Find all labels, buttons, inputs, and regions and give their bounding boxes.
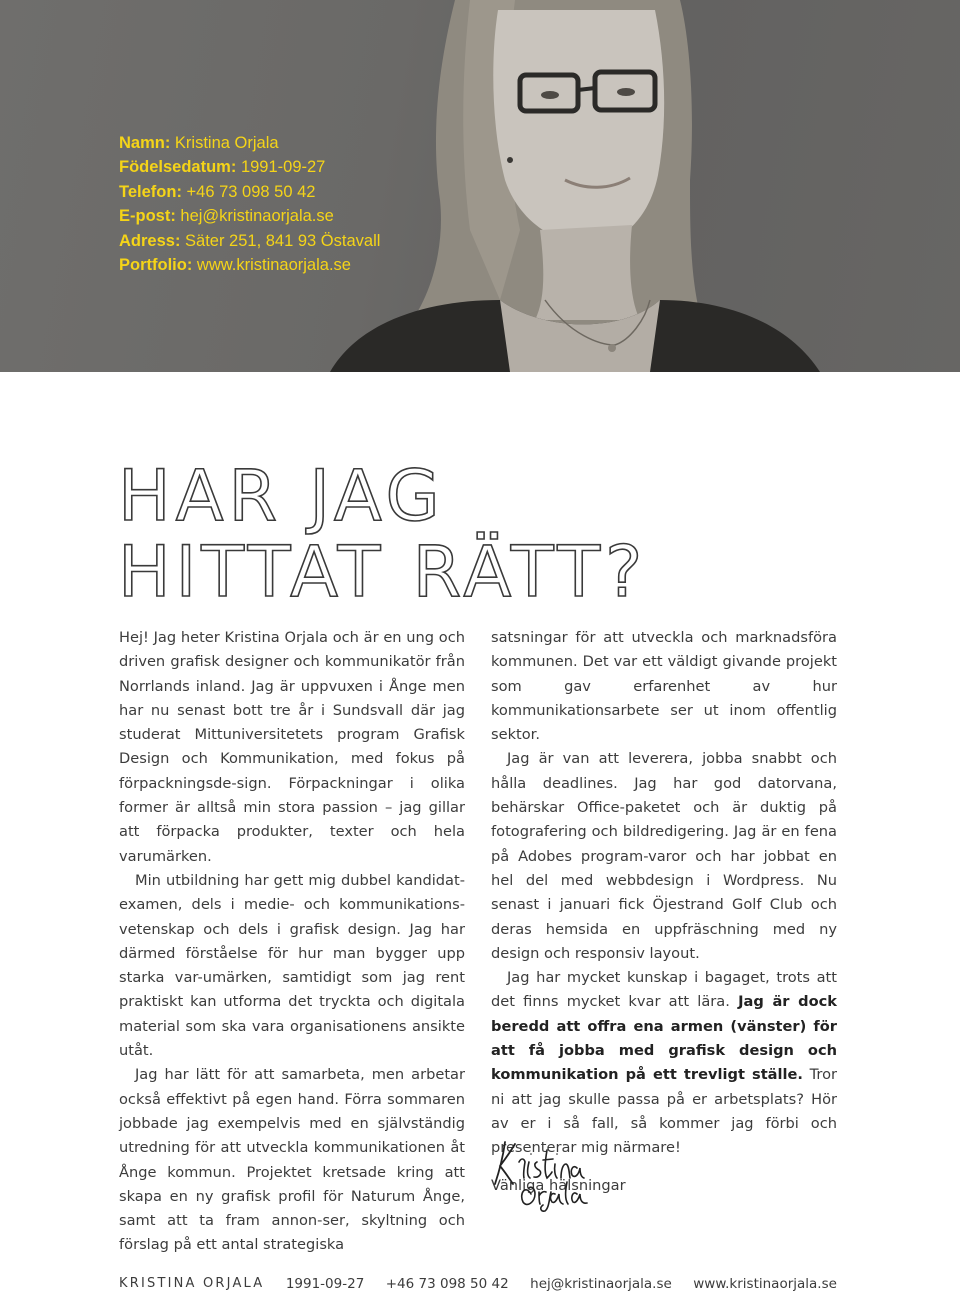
- title-line-2: HITTAT RÄTT?: [118, 531, 648, 613]
- title-line-1: HAR JAG: [118, 455, 445, 537]
- education-paragraph: Min utbildning har gett mig dubbel kandidat-examen, dels i medie- och kommunikations-vetenskap och dels i grafisk design. Jag har därmed förståelse för hur man bygger upp starka var-umärken, samtidigt som jag rent praktiskt kan utforma det tryckta och digitala material som ska vara organisationens ansikte utåt.: [119, 871, 465, 1060]
- contact-portfolio: Portfolio: www.kristinaorjala.se: [119, 256, 351, 275]
- intro-paragraph: Hej! Jag heter Kristina Orjala och är en ung och driven grafisk designer och kommunikatör från Norrlands inland. Jag är uppvuxen i Ånge men har nu senast bott tre år i Sundsvall där jag studerat Mittuniversitetets program Grafisk Design och Kommunikation, med fokus på förpackningsde-sign. Förpackningar i olika former är alltså min stora passion – jag gillar att förpacka produkter, texter och hela varumärken.: [119, 629, 465, 865]
- contact-name: Namn: Kristina Orjala: [119, 134, 279, 152]
- footer-phone: +46 73 098 50 42: [385, 1276, 509, 1292]
- contact-info: [119, 131, 380, 277]
- left-column: [119, 626, 465, 1258]
- project-paragraph: satsningar för att utveckla och marknadsföra kommunen. Det var ett väldigt givande projekt som gav erfarenhet av hur kommunikationsarbete ser ut inom offentlig sektor.: [491, 629, 837, 744]
- footer-name: KRISTINA ORJALA: [119, 1276, 265, 1291]
- highlight-text: Jag är dock beredd att offra ena armen (vänster) för att få jobba med grafisk design och kommunikation på ett trevligt ställe.: [491, 993, 837, 1084]
- greeting: Vänliga hälsningar: [491, 1176, 626, 1194]
- experience-paragraph: Jag har lätt för att samarbeta, men arbetar också effektivt på egen hand. Förra sommaren jobbade jag exempelvis med en självständig utredning för att utveckla kommunikationen åt Ånge kommun. Projektet kretsade kring att skapa en ny grafisk profil för Naturum Ånge, samt att ta fram annon-ser, skyltning och förslag på ett antal strategiska: [119, 1066, 465, 1254]
- footer: [119, 1276, 837, 1292]
- contact-phone: Telefon: +46 73 098 50 42: [119, 182, 316, 201]
- portrait-photo: [0, 0, 960, 372]
- contact-email: E-post: hej@kristinaorjala.se: [119, 207, 334, 226]
- right-column: [491, 626, 837, 1198]
- contact-birthdate: Födelsedatum: 1991-09-27: [119, 158, 326, 177]
- page-title: [118, 455, 648, 613]
- skills-paragraph: Jag är van att leverera, jobba snabbt och hålla deadlines. Jag har god datorvana, behärskar Office-paketet och är duktig på fotografering och bildredigering. Jag är en fena på Adobes program-varor och har jobbat en hel del med webbdesign i Wordpress. Nu senast i januari fick Öjestrand Golf Club och deras hemsida en uppfräschning med ny design och responsiv layout.: [491, 750, 837, 962]
- footer-website[interactable]: www.kristinaorjala.se: [693, 1276, 837, 1292]
- handwritten-signature: [491, 1132, 611, 1212]
- footer-birthdate: 1991-09-27: [285, 1276, 365, 1292]
- footer-email[interactable]: hej@kristinaorjala.se: [530, 1276, 672, 1292]
- contact-address: Adress: Säter 251, 841 93 Östavall: [119, 231, 381, 250]
- closing-paragraph: Jag har mycket kunskap i bagaget, trots att det finns mycket kvar att lära. Jag är dock beredd att offra ena armen (vänster) för att få jobba med grafisk design och kommunikation på ett trevligt ställe. Tror ni att jag skulle passa på er arbetsplats? Hör av er i så fall, så kommer jag förbi och presenterar mig närmare!: [491, 969, 837, 1157]
